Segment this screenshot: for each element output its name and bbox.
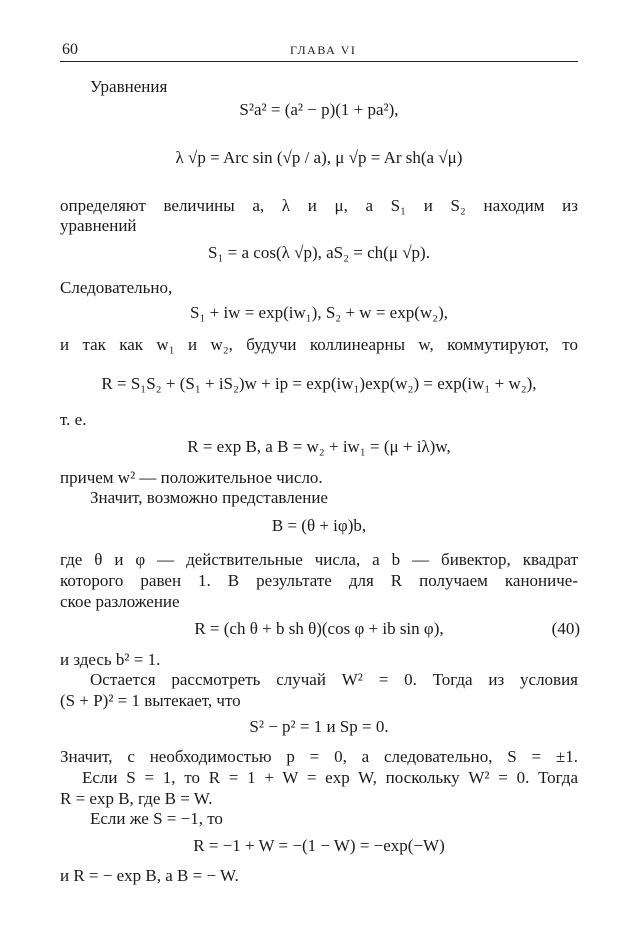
text-line: Следовательно, (60, 278, 173, 297)
equation: R = exp B, а B = w₂ + iw₁ = (μ + iλ)w, (187, 437, 451, 456)
text-line: ское разложение (60, 592, 180, 611)
chapter-title: ГЛАВА VI (290, 43, 357, 57)
equation: S²a² = (a² − p)(1 + pa²), (239, 100, 399, 119)
text-line: R = exp B, где B = W. (60, 789, 213, 808)
text-line: Значит, возможно представление (90, 488, 328, 507)
text-line: определяют величины a, λ и μ, а S₁ и S₂ находим из (60, 196, 578, 215)
equation: λ √p = Arc sin (√p / a), μ √p = Ar sh(a √μ) (175, 148, 463, 167)
text-line: причем w² — положительное число. (60, 468, 323, 487)
page-number: 60 (62, 41, 78, 58)
header-rule (60, 61, 578, 62)
text-line: и здесь b² = 1. (60, 650, 161, 669)
equation-number: (40) (551, 619, 580, 638)
equation: R = S₁S₂ + (S₁ + iS₂)w + ip = exp(iw₁)exp(w₂) = exp(iw₁ + w₂), (101, 374, 537, 393)
equation: R = −1 + W = −(1 − W) = −exp(−W) (193, 836, 445, 855)
text-line: и так как w₁ и w₂, будучи коллинеарны w, коммутируют, то (60, 335, 578, 354)
text-line: Если S = 1, то R = 1 + W = exp W, поскольку W² = 0. Тогда (82, 768, 578, 787)
equation: S₁ + iw = exp(iw₁), S₂ + w = exp(w₂), (189, 303, 448, 322)
text-line: которого равен 1. В результате для R получаем канониче- (60, 571, 578, 590)
text-line: т. е. (60, 410, 87, 429)
equation: R = (ch θ + b sh θ)(cos φ + ib sin φ), (194, 619, 444, 638)
text-line: Значит, с необходимостью p = 0, а следовательно, S = ±1. (60, 747, 578, 766)
text-line: Если же S = −1, то (90, 809, 223, 828)
text-line: и R = − exp B, а B = − W. (60, 866, 239, 885)
text-line: где θ и φ — действительные числа, а b — бивектор, квадрат (60, 550, 578, 569)
equation: S₁ = a cos(λ √p), aS₂ = ch(μ √p). (208, 243, 430, 262)
text-line: уравнений (60, 216, 137, 235)
equation: S² − p² = 1 и Sp = 0. (249, 717, 389, 736)
equation: B = (θ + iφ)b, (271, 516, 367, 535)
text-line: Остается рассмотреть случай W² = 0. Тогда из условия (90, 670, 578, 689)
text-line: Уравнения (90, 77, 168, 96)
text-line: (S + P)² = 1 вытекает, что (60, 691, 241, 710)
